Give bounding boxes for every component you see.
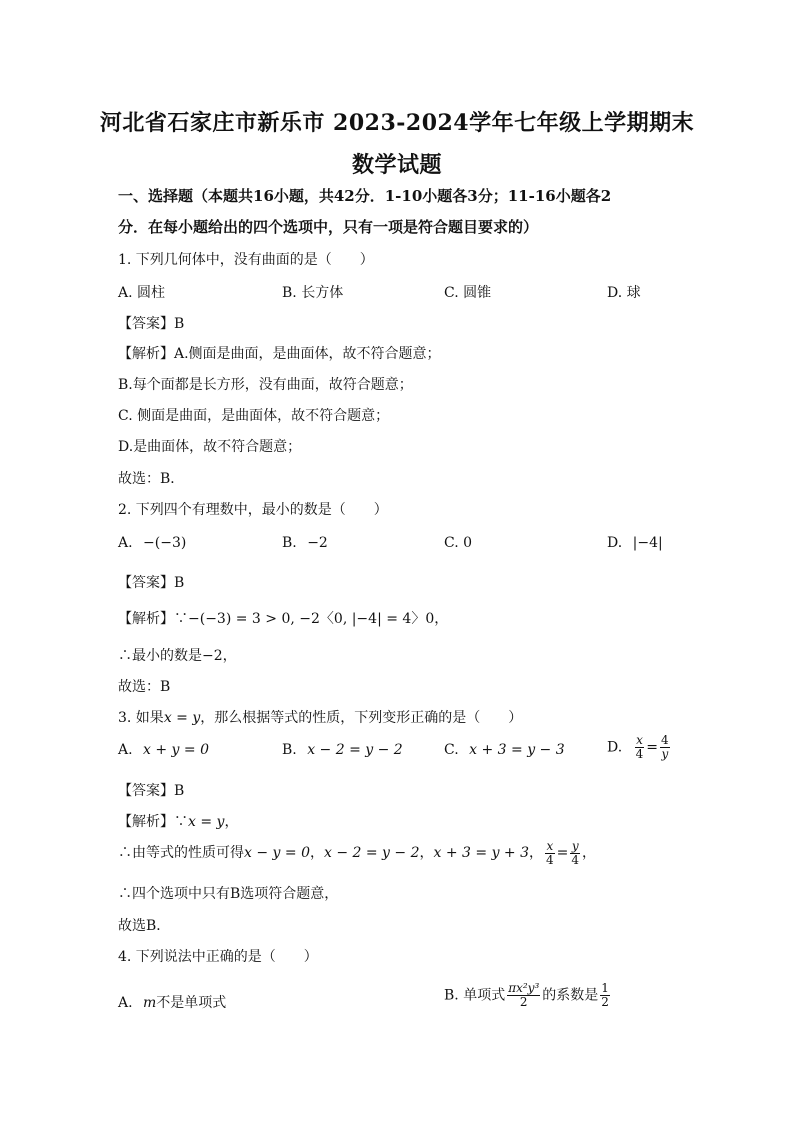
- q3-analysis-prefix: 【解析】∵: [118, 814, 188, 830]
- q2-stem: 2. 下列四个有理数中，最小的数是（ ）: [118, 502, 388, 518]
- q4-option-b-mid: 的系数是: [542, 987, 599, 1004]
- q1-analysis-2: B.每个面都是长方形，没有曲面，故符合题意；: [118, 377, 413, 393]
- q4-option-a-text: 不是单项式: [156, 995, 227, 1011]
- q3-option-d-eq: =: [646, 739, 659, 756]
- q2-option-c: C. 0: [444, 535, 473, 551]
- q3-stem-suffix: ，那么根据等式的性质，下列变形正确的是（ ）: [200, 710, 523, 726]
- q3-option-d-rhs-den: y: [661, 747, 669, 761]
- q3-option-d-rhs: [660, 734, 670, 761]
- q3-derive-frac-right: [570, 840, 580, 867]
- q3-option-c-value: x + 3 = y − 3: [469, 742, 565, 758]
- q3-analysis-suffix: ，: [224, 814, 239, 830]
- q1-option-c: C. 圆锥: [444, 285, 492, 301]
- q4-option-b-frac-num: πx²y³: [508, 981, 540, 995]
- q3-option-c-label: C.: [444, 742, 459, 758]
- q1-analysis-4: D.是曲面体，故不符合题意；: [118, 439, 302, 455]
- q4-option-a: [118, 992, 226, 1012]
- q3-conclusion: ∴四个选项中只有B选项符合题意，: [118, 886, 339, 902]
- q4-stem: 4. 下列说法中正确的是（ ）: [118, 949, 318, 965]
- q2-option-d-label: D.: [607, 535, 623, 551]
- q2-option-a-value: −(−3): [143, 535, 187, 551]
- q3-stem-math: x = y: [163, 710, 201, 726]
- q1-stem: 1. 下列几何体中，没有曲面的是（ ）: [118, 252, 374, 268]
- q4-option-a-var: m: [143, 995, 157, 1011]
- q3-derive-2: x − 2 = y − 2: [323, 845, 420, 861]
- q2-option-a: [118, 535, 186, 551]
- q3-derivation: [118, 838, 596, 868]
- q2-option-d: [607, 535, 663, 551]
- q4-option-b-coef-den: 2: [601, 995, 609, 1009]
- q3-derive-sep-3: ，: [529, 845, 544, 861]
- paper-title-line2: 数学试题: [351, 152, 442, 178]
- q2-option-b: [282, 535, 328, 551]
- q3-option-b-label: B.: [282, 742, 297, 758]
- q3-derive-frac-eq: =: [556, 845, 569, 861]
- q3-option-b: [282, 742, 403, 758]
- q1-option-a: A. 圆柱: [118, 285, 166, 301]
- q4-option-b-frac-den: 2: [519, 995, 528, 1009]
- q2-analysis: [118, 608, 448, 628]
- q3-option-d: [607, 734, 672, 761]
- q4-option-b-coef-num: 1: [601, 981, 609, 995]
- q3-option-d-lhs: [635, 734, 645, 761]
- q3-option-a-label: A.: [118, 742, 133, 758]
- q3-derive-3: x + 3 = y + 3: [433, 845, 530, 861]
- q3-derive-sep-2: ，: [419, 845, 434, 861]
- q2-option-b-label: B.: [282, 535, 297, 551]
- q2-analysis-math: ∵−(−3) = 3 > 0, −2〈0, |−4| = 4〉0: [174, 611, 435, 627]
- q2-answer: 【答案】B: [118, 575, 185, 591]
- q3-option-d-rhs-num: 4: [661, 733, 669, 747]
- q4-option-a-label: A.: [118, 995, 133, 1011]
- q2-option-a-label: A.: [118, 535, 133, 551]
- q1-answer: 【答案】B: [118, 316, 185, 332]
- q3-choose: 故选B．: [118, 918, 171, 934]
- q4-option-b-coef: [600, 982, 610, 1009]
- q1-analysis-5: 故选：B．: [118, 471, 185, 487]
- q4-option-b: [444, 982, 612, 1009]
- q3-derive-frac-left-den: 4: [546, 852, 554, 867]
- q2-conclusion: ∴最小的数是−2，: [118, 648, 237, 664]
- q3-derive-prefix: ∴由等式的性质可得: [118, 845, 244, 861]
- q3-derive-sep-1: ，: [309, 845, 324, 861]
- q2-analysis-suffix: ，: [434, 611, 449, 627]
- q3-stem: [118, 707, 522, 727]
- q3-derive-frac-right-den: 4: [571, 852, 580, 867]
- q2-option-d-value: |−4|: [632, 535, 663, 551]
- q4-option-b-frac: [507, 982, 540, 1009]
- q2-analysis-prefix: 【解析】: [118, 611, 174, 627]
- q3-option-a: [118, 742, 209, 758]
- q3-answer: 【答案】B: [118, 783, 185, 799]
- q3-derive-frac-left-num: x: [546, 838, 554, 853]
- q3-derive-frac-right-num: y: [571, 838, 579, 853]
- q3-option-d-label: D.: [607, 739, 623, 756]
- q3-derive-end: ，: [582, 845, 597, 861]
- q1-analysis-3: C. 侧面是曲面，是曲面体，故不符合题意；: [118, 408, 390, 424]
- q3-analysis-math: x = y: [188, 814, 225, 830]
- q3-analysis: [118, 811, 238, 831]
- q3-option-b-value: x − 2 = y − 2: [307, 742, 403, 758]
- q3-option-d-lhs-den: 4: [635, 747, 644, 761]
- q4-option-b-prefix: B. 单项式: [444, 987, 506, 1004]
- q3-stem-prefix: 3. 如果: [118, 710, 164, 726]
- q3-derive-frac-left: [545, 840, 555, 867]
- q1-option-b: B. 长方体: [282, 285, 344, 301]
- q3-option-c: [444, 742, 565, 758]
- paper-title-line1: 河北省石家庄市新乐市 2023-2024学年七年级上学期期末: [99, 110, 695, 136]
- q2-option-b-value: −2: [307, 535, 328, 551]
- section-heading-line2: 分．在每小题给出的四个选项中，只有一项是符合题目要求的）: [118, 218, 539, 236]
- q3-derive-1: x − y = 0: [244, 845, 310, 861]
- q1-analysis-1: 【解析】A.侧面是曲面，是曲面体，故不符合题意；: [118, 346, 441, 362]
- q3-option-a-value: x + y = 0: [143, 742, 209, 758]
- section-heading-line1: 一、选择题（本题共16小题，共42分．1-10小题各3分；11-16小题各2: [118, 187, 612, 205]
- q1-option-d: D. 球: [607, 285, 641, 301]
- q3-option-d-lhs-num: x: [636, 733, 643, 747]
- q2-choose: 故选：B: [118, 679, 171, 695]
